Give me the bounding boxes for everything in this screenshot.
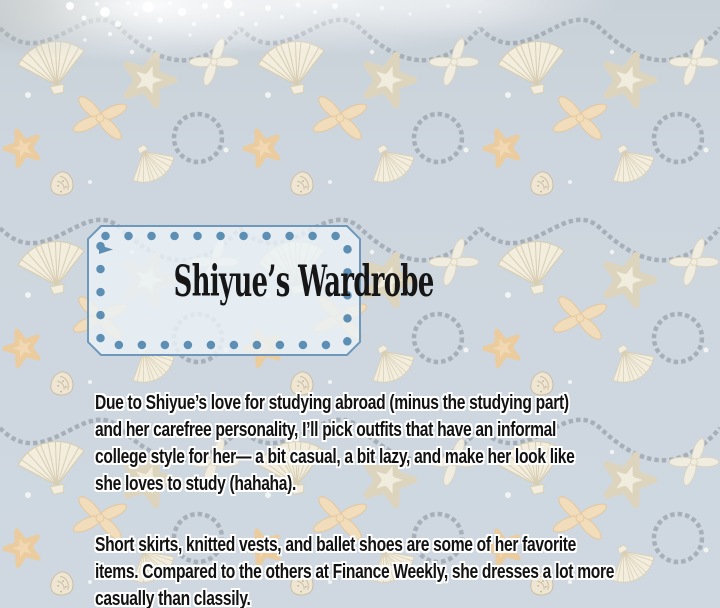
text-line: college style for her— a bit casual, a bit lazy, and make her look like <box>95 446 575 468</box>
text-line: Short skirts, knitted vests, and ballet shoes are some of her favorite <box>95 534 576 556</box>
body-text <box>95 390 711 608</box>
page-title-text: Shiyue’s Wardrobe <box>173 257 434 307</box>
text-line: and her carefree personality, I’ll pick outfits that have an informal <box>95 419 557 441</box>
text-line: casually than classily. <box>95 588 251 608</box>
text-line: Due to Shiyue’s love for studying abroad (minus the studying part) <box>95 392 569 414</box>
text-line: she loves to study (hahaha). <box>95 473 297 495</box>
text-line: items. Compared to the others at Finance Weekly, she dresses a lot more <box>95 561 615 583</box>
paragraph <box>95 390 711 498</box>
title-box <box>87 225 434 356</box>
page-title <box>87 257 434 307</box>
paragraph <box>95 532 711 608</box>
